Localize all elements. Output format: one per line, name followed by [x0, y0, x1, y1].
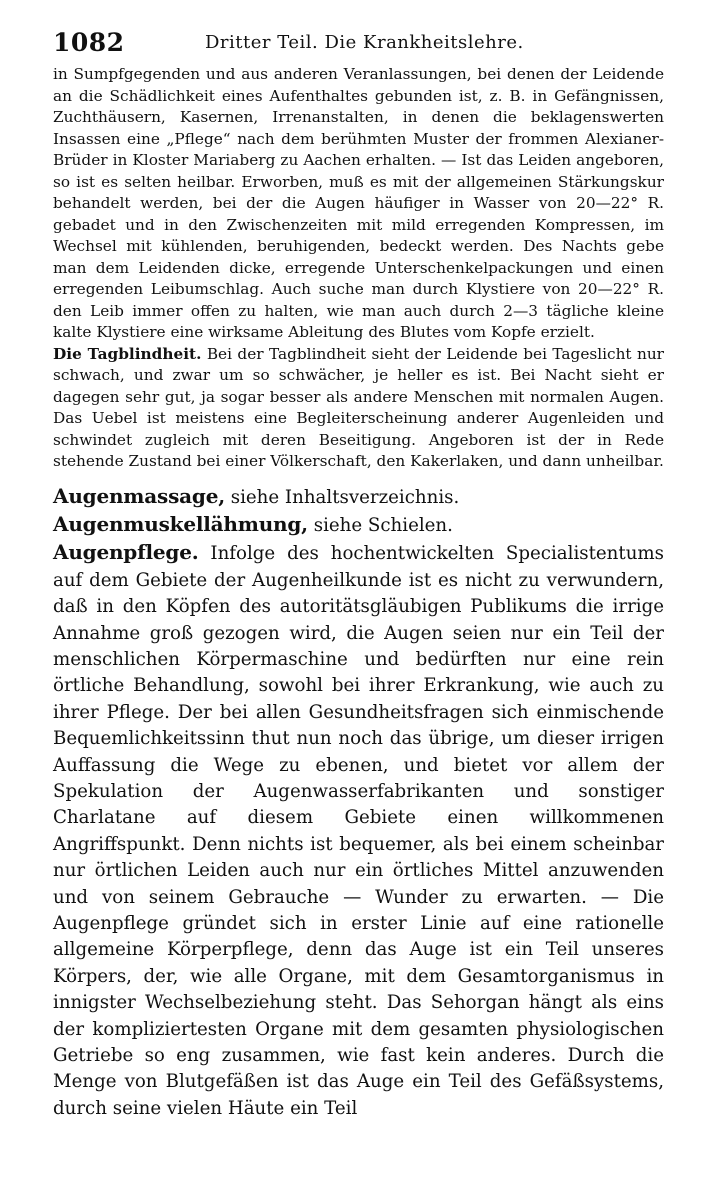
entry-lemma: Augenmuskellähmung,: [53, 511, 308, 536]
entry-augenmassage: [53, 483, 664, 511]
entry-lemma: Augenpflege.: [53, 540, 199, 565]
tagblindheit-paragraph: [53, 344, 664, 473]
entry-text: siehe Schielen.: [307, 514, 453, 536]
entry-lemma: Augenmassage,: [53, 483, 225, 508]
small-print-section: [53, 64, 664, 473]
entry-augenmuskellaehmung: [53, 511, 664, 539]
continuation-paragraph: in Sumpfgegenden und aus anderen Veranlassungen, bei denen der Leidende an die Schädlichkeit eines Aufenthaltes gebunden ist, z. B. in Gefängnissen, Zuchthäusern, Kasernen, Irrenanstalten, in denen die beklagenswerten Insassen eine „Pflege“ nach dem berühmten Muster der frommen Alexianer-Brüder in Kloster Mariaberg zu Aachen erhalten. — Ist das Leiden angeboren, so ist es selten heilbar. Erworben, muß es mit der allgemeinen Stärkungskur behandelt werden, bei der die Augen häufiger in Wasser von 20—22° R. gebadet und in den Zwischenzeiten mit mild erregenden Kompressen, im Wechsel mit kühlenden, beruhigenden, bedeckt werden. Des Nachts gebe man dem Leidenden dicke, erregende Unterschenkelpackungen und einen erregenden Leibumschlag. Auch suche man durch Klystiere von 20—22° R. den Leib immer offen zu halten, wie man auch durch 2—3 tägliche kleine kalte Klystiere eine wirksame Ableitung des Blutes vom Kopfe erzielt.: [53, 65, 664, 341]
entry-augenpflege: [53, 539, 664, 1122]
entry-text: Infolge des hochentwickelten Specialistentums auf dem Gebiete der Augenheilkunde ist es nicht zu verwundern, daß in den Köpfen des autoritätsgläubigen Publikums die irrige Annahme groß gezogen wird, die Augen seien nur ein Teil der menschlichen Körpermaschine und bedürften nur eine rein örtliche Behandlung, sowohl bei ihrer Erkrankung, wie auch zu ihrer Pflege. Der bei allen Gesundheitsfragen sich einmischende Bequemlichkeitssinn thut nun noch das übrige, um dieser irrigen Auffassung die Wege zu ebenen, und bietet vor allem der Spekulation der Augenwasserfabrikanten und sonstiger Charlatane auf diesem Gebiete einen willkommenen Angriffspunkt. Denn nichts ist bequemer, als bei einem scheinbar nur örtlichen Leiden auch nur ein örtliches Mittel anzuwenden und von seinem Gebrauche — Wunder zu erwarten. — Die Augenpflege gründet sich in erster Linie auf eine rationelle allgemeine Körperpflege, denn das Auge ist ein Teil unseres Körpers, der, wie alle Organe, mit dem Gesamtorganismus in innigster Wechselbeziehung steht. Das Sehorgan hängt als eins der kompliziertesten Organe mit dem gesamten physiologischen Getriebe so eng zusammen, wie fast kein anderes. Durch die Menge von Blutgefäßen ist das Auge ein Teil des Gefäßsystems, durch seine vielen Häute ein Teil: [53, 543, 664, 1119]
dictionary-entries: [53, 483, 664, 1123]
page-header: [53, 20, 664, 58]
page-number: 1082: [53, 28, 125, 57]
entry-text: siehe Inhaltsverzeichnis.: [224, 486, 460, 508]
running-title: Dritter Teil. Die Krankheitslehre.: [205, 32, 524, 53]
section-heading-tagblindheit: Die Tagblindheit.: [53, 344, 202, 363]
tagblindheit-text: Bei der Tagblindheit sieht der Leidende bei Tageslicht nur schwach, und zwar um so schwächer, je heller es ist. Bei Nacht sieht er dagegen sehr gut, ja sogar besser als andere Menschen mit normalen Augen. Das Uebel ist meistens eine Begleiterscheinung anderer Augenleiden und schwindet zugleich mit deren Beseitigung. Angeboren ist der in Rede stehende Zustand bei einer Völkerschaft, den Kakerlaken, und dann unheilbar.: [53, 344, 664, 470]
